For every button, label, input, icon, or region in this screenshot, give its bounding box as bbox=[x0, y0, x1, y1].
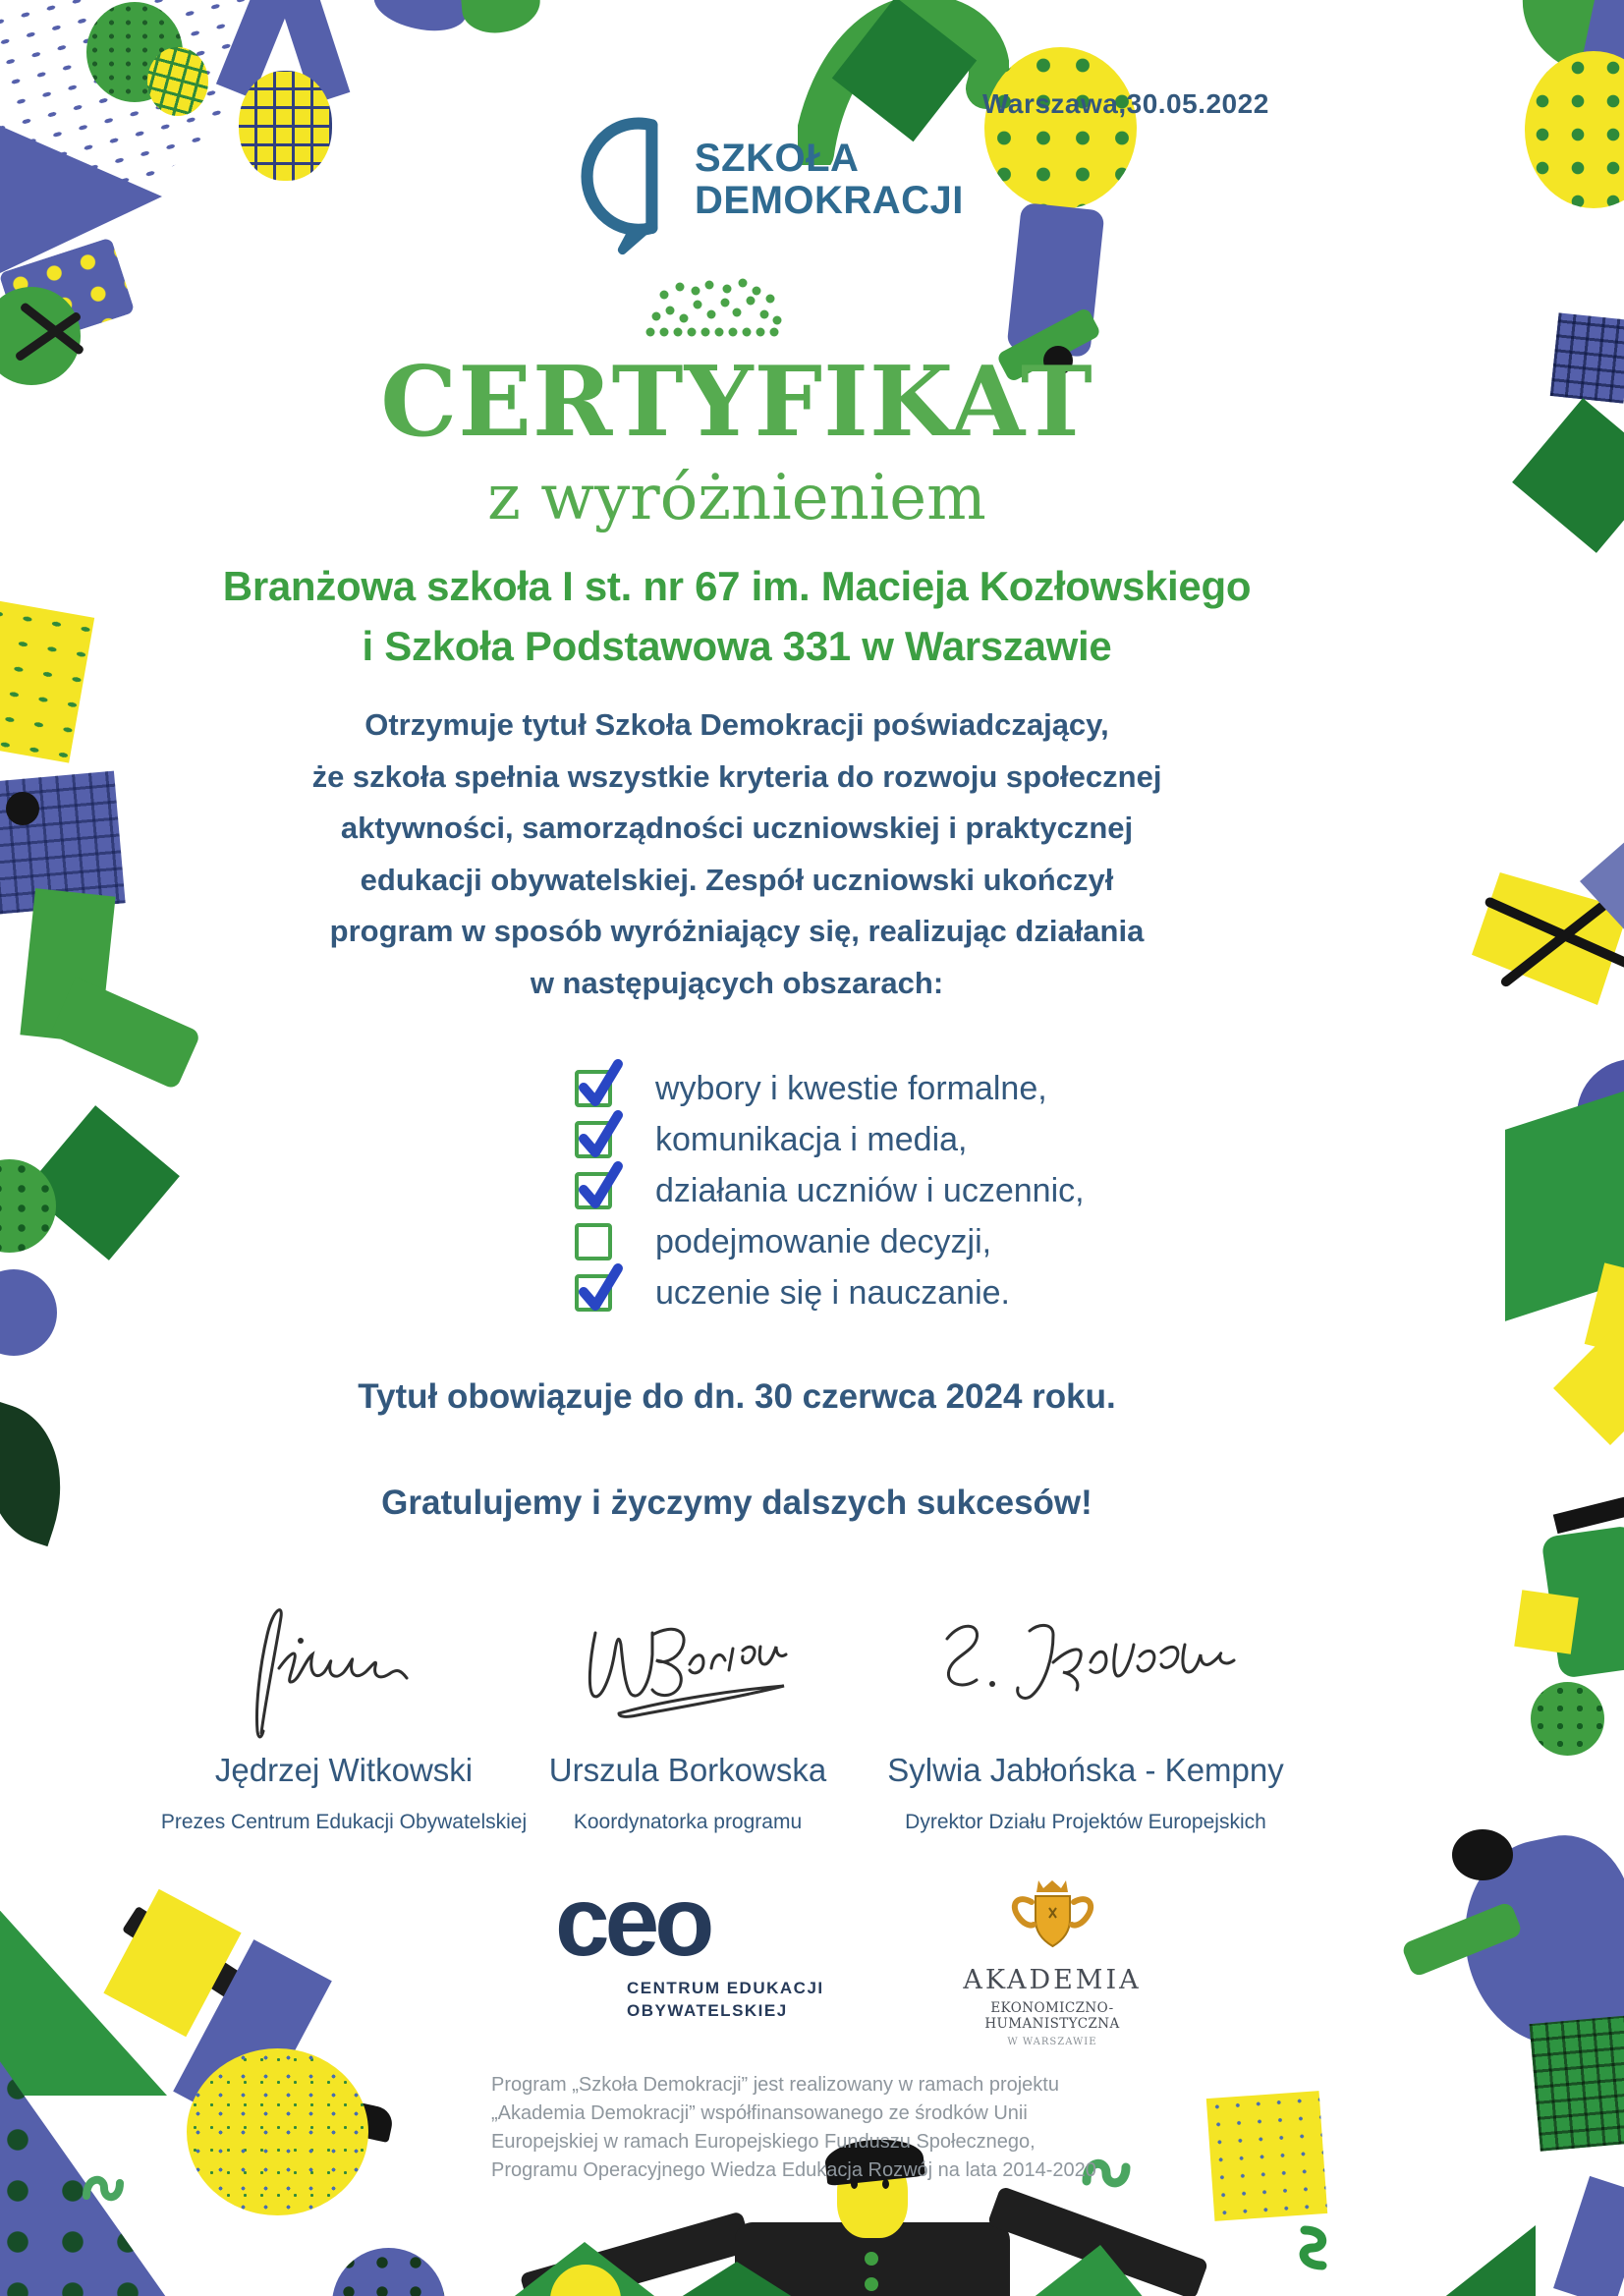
checkmark-icon bbox=[575, 1056, 626, 1113]
ceo-caption-line1: CENTRUM EDUKACJI bbox=[627, 1979, 824, 1997]
decor-suit-button-1 bbox=[865, 2252, 878, 2266]
decor-suit-button-2 bbox=[865, 2277, 878, 2291]
checkbox bbox=[575, 1274, 612, 1312]
decor-dark-leaf bbox=[0, 1402, 85, 1546]
decor-blue-circle-left bbox=[0, 1269, 57, 1356]
decor-reach-figure-hair bbox=[1452, 1829, 1513, 1880]
decor-yellow-polka-ball-r bbox=[1525, 51, 1624, 208]
decor-green-squiggle-2 bbox=[1295, 2218, 1349, 2272]
congratulations: Gratulujemy i życzymy dalszych sukcesów! bbox=[381, 1484, 1092, 1522]
akademia-subname: EKONOMICZNO-HUMANISTYCZNA bbox=[984, 2000, 1120, 2032]
decor-green-triangle-b2 bbox=[678, 2262, 796, 2296]
decor-green-triangle-b3 bbox=[1032, 2245, 1145, 2296]
decor-green-grid-square-br bbox=[1530, 2014, 1624, 2152]
school-name-line1: Branżowa szkoła I st. nr 67 im. Macieja Kozłowskiego bbox=[222, 563, 1252, 609]
decor-yellow-grid-ball-tl bbox=[147, 47, 208, 116]
dots-decoration bbox=[641, 275, 788, 340]
signature-witkowski bbox=[196, 1584, 472, 1751]
body-line: w następujących obszarach: bbox=[530, 965, 944, 1000]
checkmark-icon bbox=[575, 1260, 626, 1317]
checklist-item bbox=[575, 1114, 1085, 1165]
checkbox bbox=[575, 1172, 612, 1209]
signatory-name: Urszula Borkowska bbox=[548, 1752, 827, 1788]
decor-top-green-blob bbox=[460, 0, 542, 35]
checklist-item bbox=[575, 1165, 1085, 1216]
school-name-line2: i Szkoła Podstawowa 331 w Warszawie bbox=[362, 623, 1112, 669]
footer-line: „Akademia Demokracji” współfinansowanego ze środków Unii bbox=[491, 2102, 1028, 2124]
signatory-role: Prezes Centrum Edukacji Obywatelskiej bbox=[160, 1811, 528, 1833]
checklist-item bbox=[575, 1267, 1085, 1318]
decor-figure-head bbox=[6, 792, 39, 825]
checkbox bbox=[575, 1070, 612, 1107]
checklist-item-label: wybory i kwestie formalne, bbox=[655, 1069, 1047, 1107]
ceo-logo-caption bbox=[627, 1977, 824, 2022]
checkbox bbox=[575, 1121, 612, 1158]
validity-statement: Tytuł obowiązuje do dn. 30 czerwca 2024 roku. bbox=[358, 1377, 1116, 1416]
footer-line: Europejskiej w ramach Europejskiego Funduszu Społecznego, bbox=[491, 2131, 1036, 2153]
checklist-item bbox=[575, 1216, 1085, 1267]
body-line: aktywności, samorządności uczniowskiej i praktycznej bbox=[340, 811, 1134, 845]
checkbox bbox=[575, 1223, 612, 1260]
decor-yellow-dashed-square bbox=[0, 598, 94, 762]
akademia-crest-icon bbox=[1006, 1876, 1099, 1959]
school-name bbox=[108, 556, 1366, 676]
checklist-item-label: komunikacja i media, bbox=[655, 1120, 968, 1158]
program-logo-text bbox=[695, 138, 964, 255]
decor-yellow-speckle-square-r bbox=[1206, 2091, 1327, 2221]
decor-blue-triangle-r bbox=[1580, 840, 1624, 932]
checklist-item bbox=[575, 1063, 1085, 1114]
program-logo bbox=[575, 116, 964, 255]
decor-yellow-speckle-ball bbox=[187, 2048, 368, 2215]
body-line: edukacji obywatelskiej. Zespół uczniowski ukończył bbox=[360, 862, 1114, 897]
decor-grad-yellow-square bbox=[1514, 1590, 1579, 1654]
decor-blue-dotted-circle-b bbox=[332, 2248, 445, 2296]
signatory-role: Koordynatorka programu bbox=[573, 1811, 803, 1833]
certificate-subtitle: z wyróżnieniem bbox=[487, 462, 986, 534]
signatory-name: Sylwia Jabłońska - Kempny bbox=[887, 1752, 1284, 1788]
program-footer bbox=[491, 2071, 1096, 2185]
signature-borkowska bbox=[560, 1599, 815, 1747]
body-line: że szkoła spełnia wszystkie kryteria do rozwoju społecznej bbox=[311, 758, 1162, 794]
body-line: program w sposób wyróżniający się, realizując działania bbox=[329, 914, 1145, 948]
decor-navy-grid-square-r bbox=[1550, 312, 1624, 403]
signatory-role: Dyrektor Działu Projektów Europejskich bbox=[905, 1811, 1266, 1833]
checklist-item-label: działania uczniów i uczennic, bbox=[655, 1171, 1085, 1209]
footer-line: Programu Operacyjnego Wiedza Edukacja Rozwój na lata 2014-2020 bbox=[491, 2159, 1096, 2181]
decor-blue-piece-br bbox=[1553, 2176, 1624, 2296]
logo-line1: SZKOŁA bbox=[695, 137, 860, 180]
decor-yellow-diamond-r bbox=[1553, 1331, 1624, 1445]
checklist-item-label: uczenie się i nauczanie. bbox=[655, 1273, 1011, 1312]
logo-line2: DEMOKRACJI bbox=[695, 179, 964, 222]
akademia-name: AKADEMIA bbox=[963, 1965, 1142, 1995]
akademia-city: W WARSZAWIE bbox=[1007, 2037, 1097, 2047]
decor-dark-diamond-r bbox=[1512, 398, 1624, 553]
ceo-logo: ceo bbox=[555, 1867, 710, 1977]
checkmark-icon bbox=[575, 1107, 626, 1164]
city-date: Warszawa,30.05.2022 bbox=[982, 88, 1269, 119]
checklist bbox=[575, 1063, 1085, 1318]
decor-green-dotted-ball-r bbox=[1531, 1682, 1604, 1756]
speech-bubble-icon bbox=[575, 116, 685, 255]
signatory-2 bbox=[506, 1752, 869, 1834]
body-line: Otrzymuje tytuł Szkoła Demokracji poświadczający, bbox=[364, 707, 1109, 742]
decor-hanging-yellow-grid-ball bbox=[239, 71, 332, 181]
akademia-logo bbox=[924, 1876, 1180, 2047]
ceo-caption-line2: OBYWATELSKIEJ bbox=[627, 2001, 788, 2020]
signatory-3 bbox=[860, 1752, 1312, 1834]
signature-jablonska bbox=[914, 1601, 1258, 1719]
checklist-item-label: podejmowanie decyzji, bbox=[655, 1222, 992, 1260]
decor-green-squiggle-3 bbox=[79, 2161, 128, 2211]
decor-dark-triangle-br bbox=[1442, 2225, 1536, 2296]
checkmark-icon bbox=[575, 1158, 626, 1215]
signatory-1 bbox=[128, 1752, 560, 1834]
body-paragraph bbox=[108, 700, 1366, 1009]
decor-yellow-polka-ball-tr bbox=[984, 47, 1137, 209]
signatory-name: Jędrzej Witkowski bbox=[214, 1752, 474, 1788]
certificate-title: CERTYFIKAT bbox=[380, 346, 1093, 459]
footer-line: Program „Szkoła Demokracji” jest realizowany w ramach projektu bbox=[491, 2074, 1059, 2096]
decor-top-navy-blob bbox=[371, 0, 469, 34]
